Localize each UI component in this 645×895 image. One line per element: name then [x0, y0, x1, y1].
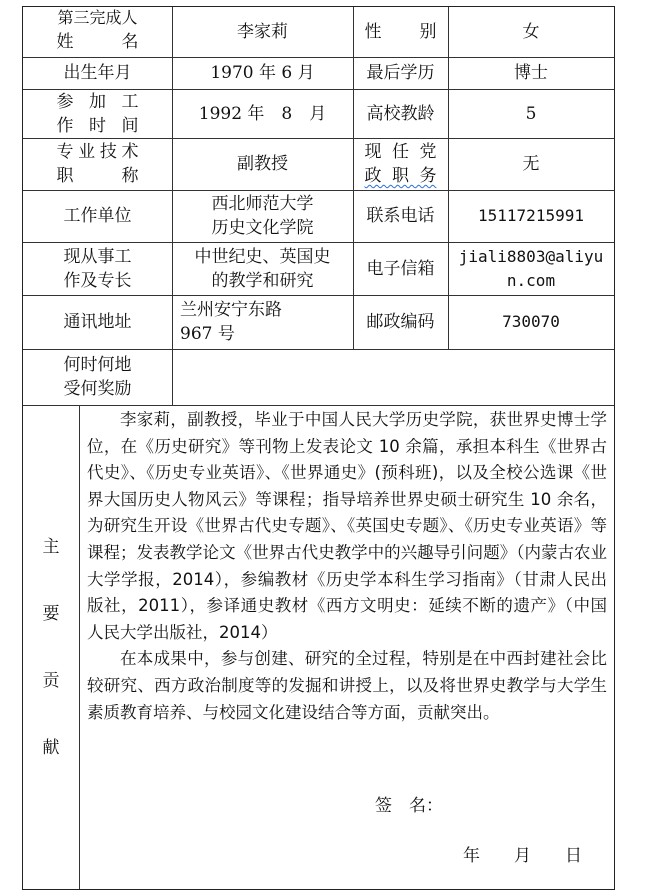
party-position-label: 现任党 政职务 — [364, 142, 437, 186]
contribution-text — [87, 407, 607, 726]
email-value: jiali8803@aliyu n.com — [458, 246, 604, 290]
professional-title-value: 副教授 — [237, 154, 288, 174]
email-label: 电子信箱 — [366, 258, 435, 279]
contribution-char: 主 — [42, 537, 60, 557]
specialty-label: 现从事工 作及专长 — [63, 246, 132, 291]
date-label: 年 月 日 — [463, 846, 582, 866]
contribution-char: 贡 — [42, 671, 60, 691]
main-contribution-label — [23, 405, 79, 885]
phone-label: 联系电话 — [366, 206, 435, 226]
work-unit-label: 工作单位 — [63, 206, 132, 226]
contribution-paragraph-1: 李家莉，副教授，毕业于中国人民大学历史学院，获世界史博士学位，在《历史研究》等刊物上发表论文 10 余篇，承担本科生《世界古代史》、《历史专业英语》、《世界通史》(预科班)，以及全校公选课《世界大国历史人物风云》等课程；指导培养世界史硕士研究生 10 余名，为研究生开设《世界古代史专题》、《英国史专题》、《历史专业英语》等课程；发表教学论文《世界古代史教学中的兴趣导引问题》（内蒙古农业大学学报，2014），参编教材《历史学本科生学习指南》（甘肃人民出版社，2011），参译通史教材《西方文明史：延续不断的遗产》（中国人民大学出版社，2014） — [87, 410, 607, 642]
contribution-char: 要 — [42, 604, 60, 624]
specialty-value: 中世纪史、英国史 的教学和研究 — [194, 246, 331, 291]
work-start-value: 1992 年 8 月 — [198, 103, 327, 124]
completer-rank-caption: 第三完成人 — [57, 8, 138, 27]
column-divider — [79, 405, 80, 889]
signature-label: 签 名： — [375, 796, 443, 816]
awards-label: 何时何地 受何奖励 — [63, 355, 132, 399]
gender-label: 性别 — [364, 22, 437, 42]
name-label: 姓名 — [56, 32, 139, 52]
teaching-years-label: 高校教龄 — [366, 103, 435, 124]
work-unit-value: 西北师范大学 历史文化学院 — [211, 194, 314, 238]
awards-value — [172, 349, 614, 405]
education-label: 最后学历 — [366, 63, 435, 83]
party-position-value: 无 — [522, 154, 540, 174]
professional-title-label: 专业技术 职称 — [56, 142, 139, 186]
address-value: 兰州安宁东路 967 号 — [180, 300, 282, 344]
contribution-char: 献 — [42, 738, 60, 758]
name-value: 李家莉 — [237, 22, 288, 42]
education-value: 博士 — [514, 63, 548, 83]
postcode-value: 730070 — [502, 312, 560, 331]
postcode-label: 邮政编码 — [366, 312, 435, 332]
birth-value: 1970 年 6 月 — [210, 63, 315, 83]
phone-value: 15117215991 — [478, 206, 584, 225]
address-label: 通讯地址 — [63, 312, 132, 332]
row-divider — [23, 405, 614, 406]
gender-value: 女 — [522, 22, 540, 42]
personal-info-form — [22, 6, 615, 890]
contribution-paragraph-2: 在本成果中，参与创建、研究的全过程，特别是在中西封建社会比较研究、西方政治制度等的发掘和讲授上，以及将世界史教学与大学生素质教育培养、与校园文化建设结合等方面，贡献突出。 — [87, 649, 607, 722]
birth-label: 出生年月 — [63, 63, 132, 83]
work-start-label: 参加工 作时间 — [56, 91, 139, 136]
teaching-years-value: 5 — [525, 103, 537, 124]
